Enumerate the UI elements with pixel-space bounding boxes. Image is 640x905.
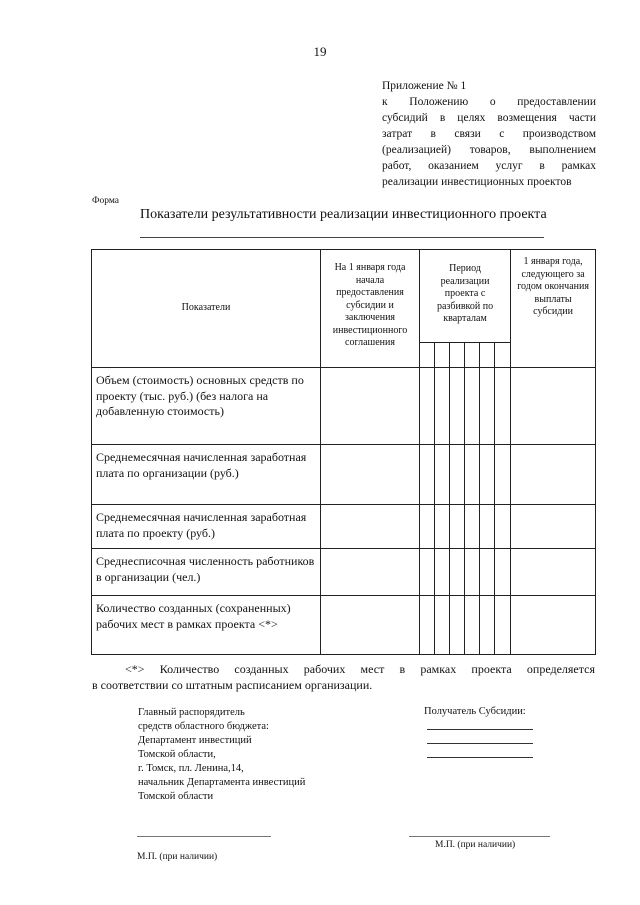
title-underline xyxy=(140,237,544,238)
table-row xyxy=(92,596,596,655)
quarter-cell xyxy=(480,343,495,368)
table-row xyxy=(92,505,596,549)
appendix-line: работ, оказанием услуг в рамках xyxy=(382,160,596,172)
row-label: Количество созданных (сохраненных) рабочих мест в рамках проекта <*> xyxy=(92,596,321,655)
footnote-line: в соответствии со штатным расписанием организации. xyxy=(92,677,373,692)
signature-line: г. Томск, пл. Ленина,14, xyxy=(138,763,244,774)
appendix-line: субсидий в целях возмещения части xyxy=(382,112,596,124)
indicators-table xyxy=(91,249,596,655)
row-label: Объем (стоимость) основных средств по проекту (тыс. руб.) (без налога на добавленную стоимость) xyxy=(92,368,321,445)
quarter-cell xyxy=(450,343,465,368)
appendix-line: реализации инвестиционных проектов xyxy=(382,176,572,188)
row-label: Среднемесячная начисленная заработная плата по организации (руб.) xyxy=(92,445,321,505)
header-end-date: 1 января года, следующего за годом окончания выплаты субсидии xyxy=(511,250,596,368)
appendix-line: Приложение № 1 xyxy=(382,80,467,92)
footnote xyxy=(92,662,595,693)
table-row xyxy=(92,549,596,596)
signature-line: средств областного бюджета: xyxy=(138,721,269,732)
signature-line: Томской области, xyxy=(138,749,216,760)
footnote-line: <*> Количество созданных рабочих мест в рамках проекта определяется xyxy=(125,662,595,676)
appendix-line: затрат в связи с производством xyxy=(382,128,596,140)
signature-line: Департамент инвестиций xyxy=(138,735,252,746)
header-indicators: Показатели xyxy=(92,250,321,368)
header-start-date: На 1 января года начала предоставления субсидии и заключения инвестиционного соглашения xyxy=(321,250,420,368)
stamp-note-right: М.П. (при наличии) xyxy=(435,840,516,850)
header-period: Период реализации проекта с разбивкой по кварталам xyxy=(420,250,511,343)
signature-blank-left xyxy=(137,836,271,837)
appendix-line: (реализацией) товаров, выполнением xyxy=(382,144,596,156)
table-row xyxy=(92,445,596,505)
document-title: Показатели результативности реализации инвестиционного проекта xyxy=(140,207,547,222)
quarter-cell xyxy=(465,343,480,368)
quarter-cell xyxy=(420,343,435,368)
signature-block-right: Получатель Субсидии: xyxy=(424,706,526,717)
appendix-note xyxy=(382,78,596,190)
table-row xyxy=(92,368,596,445)
row-label: Среднемесячная начисленная заработная плата по проекту (руб.) xyxy=(92,505,321,549)
quarter-cell xyxy=(435,343,450,368)
row-label: Среднесписочная численность работников в организации (чел.) xyxy=(92,549,321,596)
blank-line xyxy=(427,743,533,744)
signature-line: начальник Департамента инвестиций xyxy=(138,777,306,788)
page-number: 19 xyxy=(313,44,327,59)
blank-line xyxy=(427,757,533,758)
signature-line: Томской области xyxy=(138,791,214,802)
stamp-note-left: М.П. (при наличии) xyxy=(137,852,218,862)
blank-line xyxy=(427,729,533,730)
signature-block-left xyxy=(138,706,305,804)
signature-line: Главный распорядитель xyxy=(138,707,245,718)
quarter-cell xyxy=(495,343,511,368)
form-label: Форма xyxy=(92,196,120,206)
appendix-line: к Положению о предоставлении xyxy=(382,96,596,108)
signature-blank-right xyxy=(409,836,550,837)
